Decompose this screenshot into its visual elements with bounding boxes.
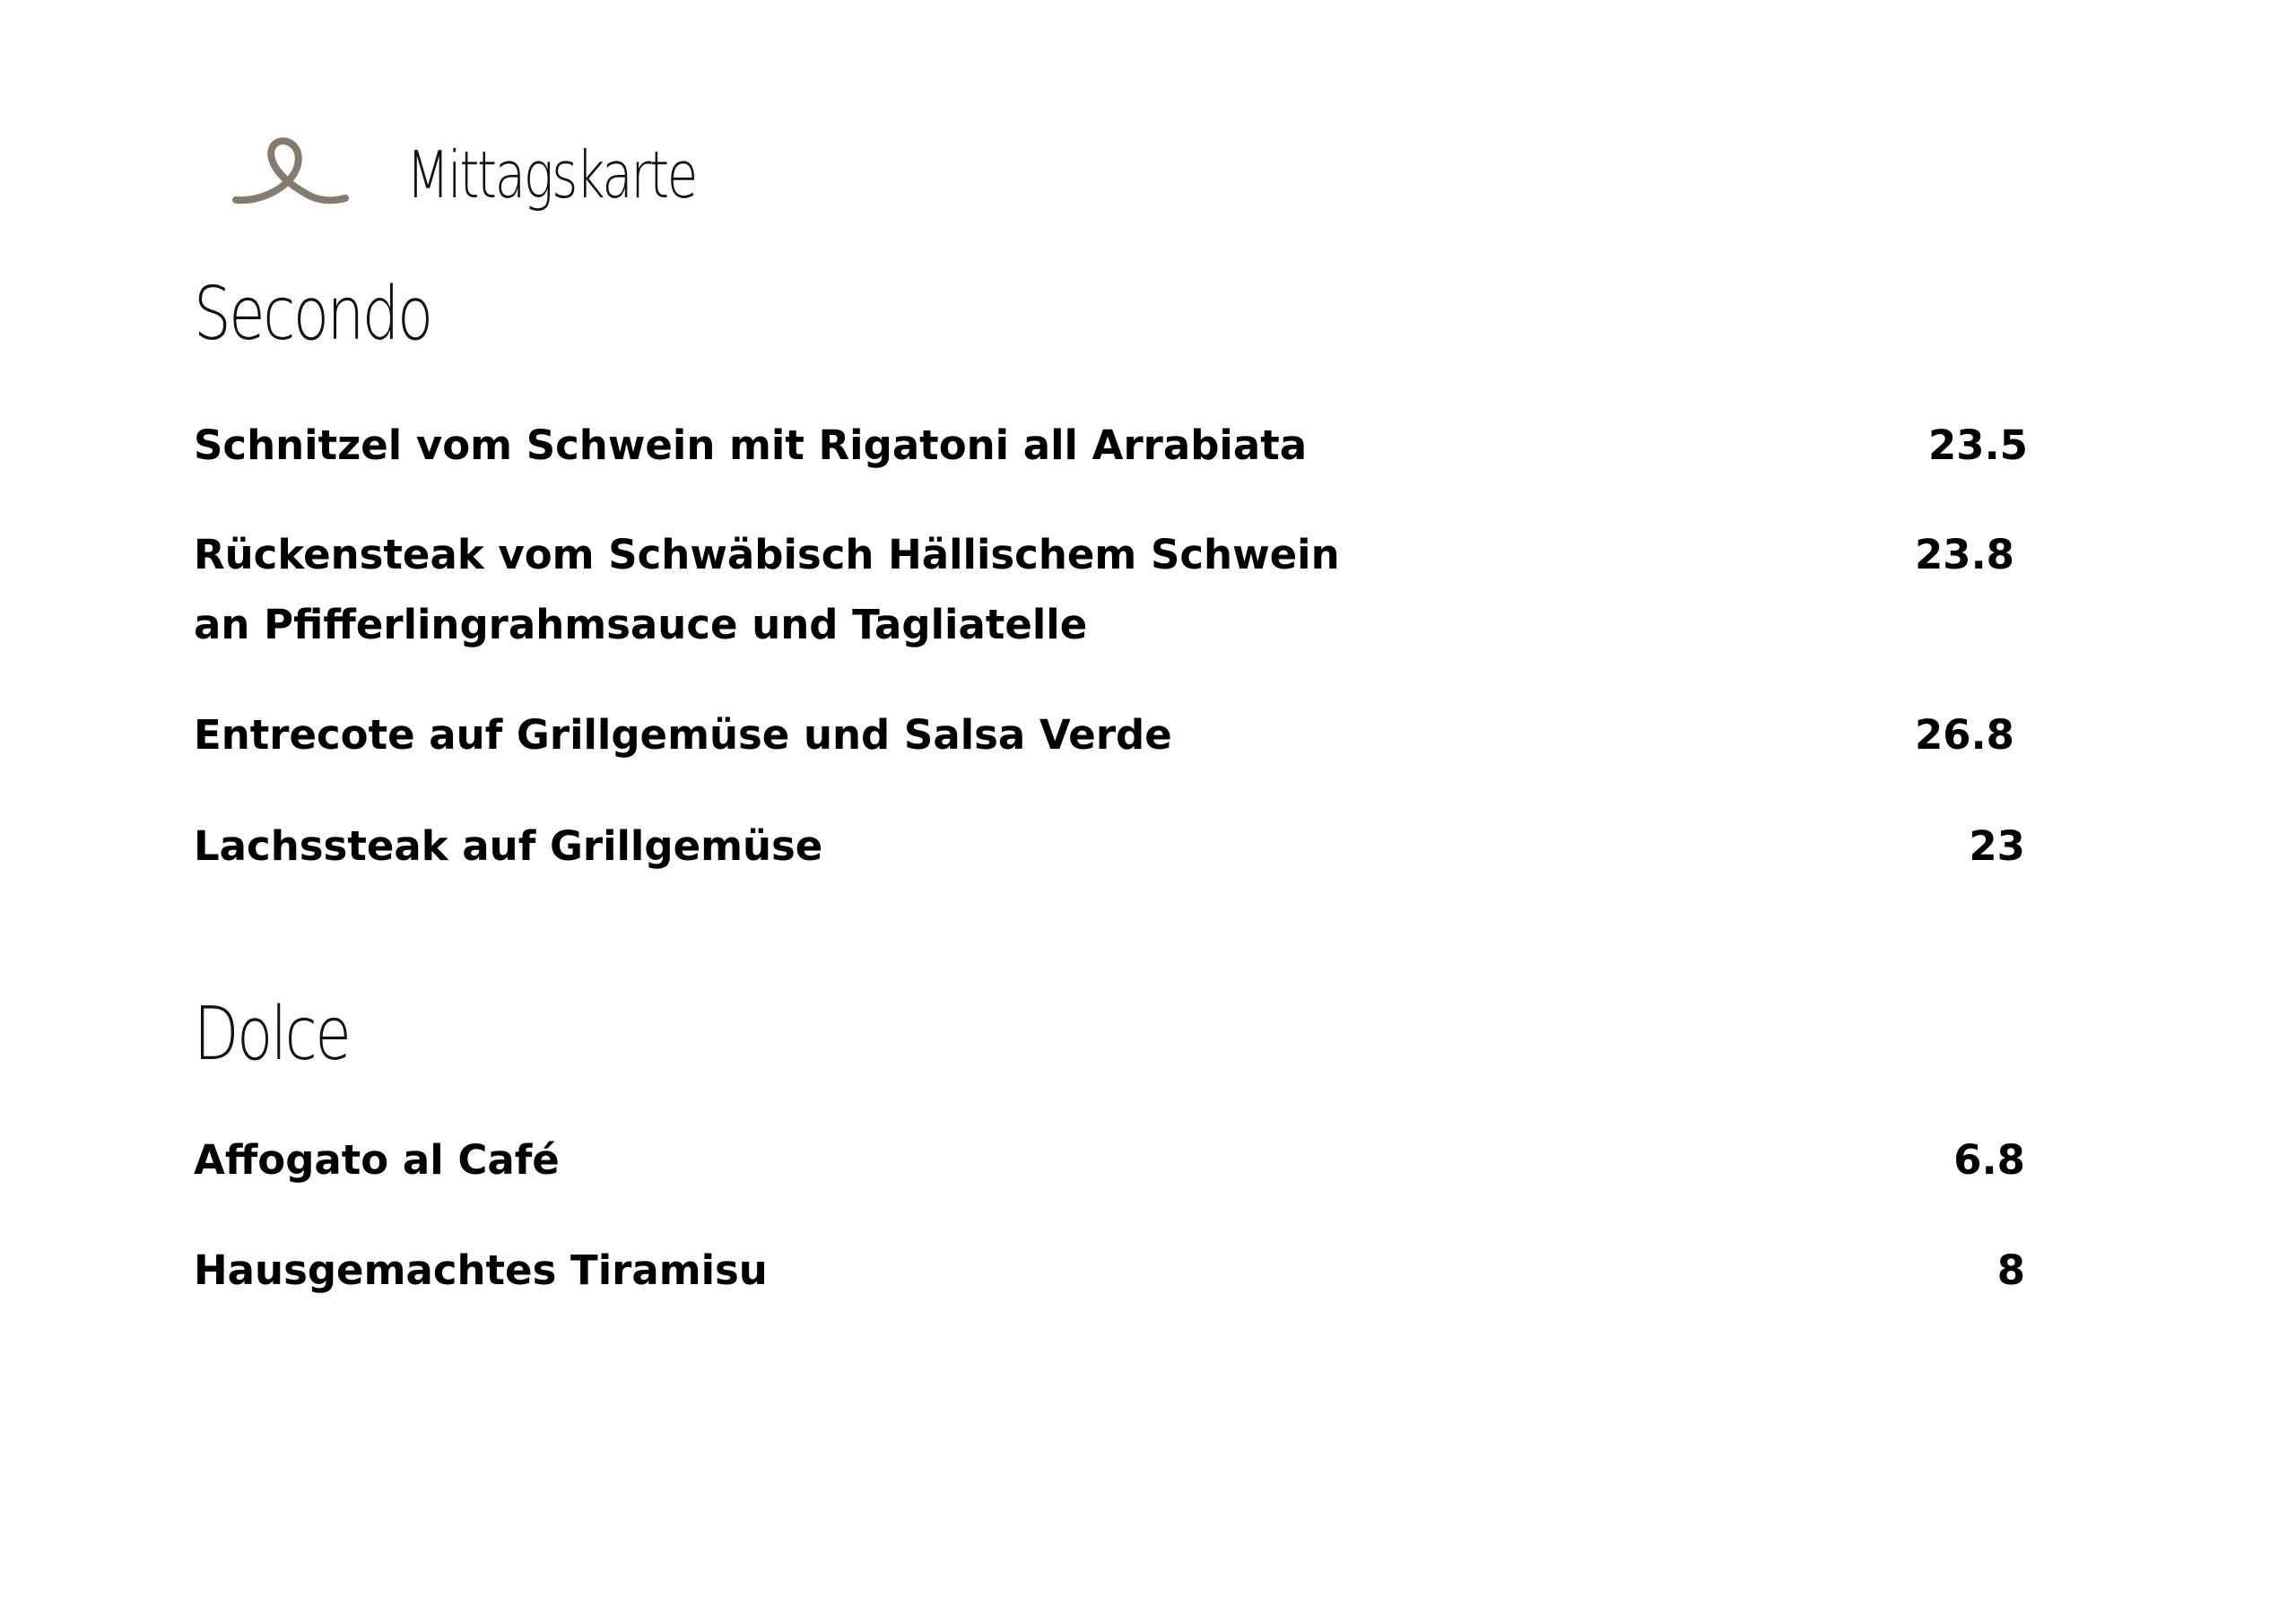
menu-item-price: 26.8 <box>1914 711 2014 759</box>
menu-item-name <box>194 411 1307 481</box>
menu-item-name-line: Entrecote auf Grillgemüse und Salsa Verde <box>194 711 1172 759</box>
menu-title: Mittagskarte <box>406 137 697 213</box>
menu-item-name <box>194 520 1340 660</box>
menu-item-price: 23.5 <box>1927 421 2028 469</box>
menu-item-name-line: Affogato al Café <box>194 1136 560 1184</box>
menu-item-name <box>194 1236 768 1306</box>
menu-item-price: 23 <box>1969 822 2025 870</box>
menu-item-price: 6.8 <box>1953 1136 2025 1184</box>
ribbon-loop-logo-icon <box>229 130 354 220</box>
section-title-secondo: Secondo <box>194 272 431 357</box>
menu-item-price: 23.8 <box>1914 531 2014 578</box>
menu-item-name-line: an Pfifferlingrahmsauce und Tagliatelle <box>194 601 1088 648</box>
menu-item-name-line: Lachssteak auf Grillgemüse <box>194 822 823 870</box>
menu-item-name-line: Schnitzel vom Schwein mit Rigatoni all Arrabiata <box>194 421 1308 469</box>
menu-item-name <box>194 1125 560 1195</box>
section-title-dolce: Dolce <box>194 992 350 1077</box>
menu-item-name-line: Hausgemachtes Tiramisu <box>194 1246 768 1294</box>
menu-item-name-line: Rückensteak vom Schwäbisch Hällischem Schwein <box>194 531 1340 578</box>
menu-item-price: 8 <box>1996 1246 2025 1294</box>
menu-item-name <box>194 812 822 881</box>
menu-item-name <box>194 700 1172 770</box>
menu-header <box>229 117 778 233</box>
